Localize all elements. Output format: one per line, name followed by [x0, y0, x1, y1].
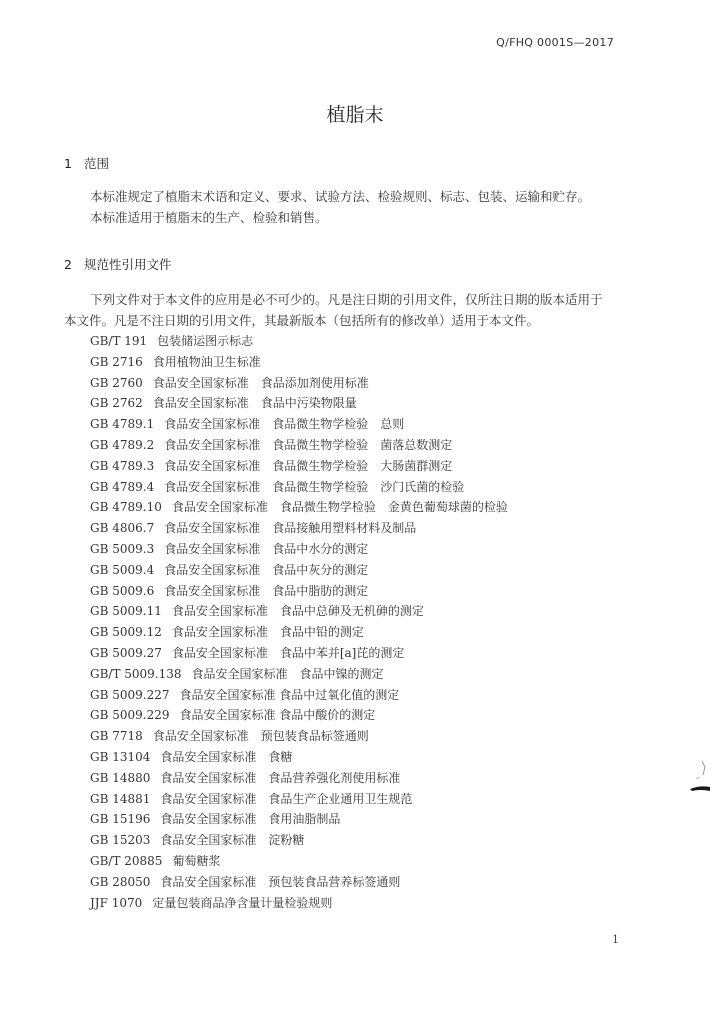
reference-code: GB 5009.12 — [90, 625, 162, 640]
reference-item — [90, 373, 508, 394]
reference-code: GB 4789.3 — [90, 458, 155, 473]
section-2-heading — [64, 255, 172, 273]
reference-title: 定量包装商品净含量计量检验规则 — [152, 895, 333, 910]
page-number: 1 — [612, 933, 619, 946]
reference-title: 食品安全国家标准 食品添加剂使用标准 — [152, 375, 369, 390]
reference-title: 食品安全国家标准 食用油脂制品 — [160, 812, 341, 827]
reference-title: 食品安全国家标准 食品微生物学检验 沙门氏菌的检验 — [164, 479, 465, 494]
reference-item — [90, 622, 508, 643]
reference-item — [90, 393, 508, 414]
section-1-heading — [64, 154, 109, 172]
reference-code: GB/T 20885 — [90, 853, 163, 868]
reference-item — [90, 747, 508, 768]
reference-title: 食品安全国家标准 淀粉糖 — [160, 833, 305, 848]
reference-item — [90, 830, 508, 851]
reference-item — [90, 456, 508, 477]
reference-item — [90, 809, 508, 830]
reference-code: JJF 1070 — [90, 895, 143, 910]
section-2-title: 规范性引用文件 — [84, 257, 172, 272]
reference-code: GB 4789.10 — [90, 500, 162, 515]
section-2-intro-line-1: 下列文件对于本文件的应用是必不可少的。凡是注日期的引用文件，仅所注日期的版本适用于 — [90, 292, 603, 307]
reference-title: 食品安全国家标准 食品中脂肪的测定 — [164, 583, 369, 598]
reference-code: GB 5009.27 — [90, 645, 162, 660]
reference-item — [90, 581, 508, 602]
reference-title: 食品安全国家标准 食品中铅的测定 — [171, 625, 364, 640]
section-2-intro-line-2: 本文件。凡是不注日期的引用文件，其最新版本（包括所有的修改单）适用于本文件。 — [64, 313, 540, 328]
reference-title: 食品安全国家标准 食品中苯并[a]芘的测定 — [171, 645, 405, 660]
reference-title: 食品安全国家标准 食品微生物学检验 总则 — [164, 417, 405, 432]
reference-code: GB 5009.227 — [90, 687, 170, 702]
reference-item — [90, 497, 508, 518]
section-1-paragraph-1: 本标准规定了植脂末术语和定义、要求、试验方法、检验规则、标志、包装、运输和贮存。 — [90, 189, 591, 204]
reference-item — [90, 352, 508, 373]
section-1-body — [64, 186, 624, 228]
reference-code: GB 15196 — [90, 812, 151, 827]
section-2-number: 2 — [64, 257, 72, 272]
reference-title: 葡萄糖浆 — [172, 853, 221, 868]
reference-title: 食品安全国家标准 食品生产企业通用卫生规范 — [160, 791, 413, 806]
reference-code: GB/T 191 — [90, 334, 148, 348]
reference-title: 食品安全国家标准 食品营养强化剂使用标准 — [160, 770, 401, 785]
reference-list — [90, 331, 508, 913]
reference-code: GB 5009.6 — [90, 583, 155, 598]
reference-title: 食品安全国家标准 预包装食品营养标签通则 — [160, 874, 401, 889]
reference-code: GB 2760 — [90, 375, 143, 390]
reference-code: GB/T 5009.138 — [90, 666, 182, 681]
reference-item — [90, 705, 508, 726]
reference-title: 食品安全国家标准 食品中污染物限量 — [152, 396, 357, 411]
reference-item — [90, 643, 508, 664]
reference-item — [90, 851, 508, 872]
reference-title: 食品安全国家标准 食品中灰分的测定 — [164, 562, 369, 577]
reference-title: 食品安全国家标准 食品中总砷及无机砷的测定 — [171, 604, 424, 619]
reference-code: GB 5009.4 — [90, 562, 155, 577]
document-title: 植脂末 — [326, 104, 384, 126]
reference-code: GB 7718 — [90, 729, 143, 744]
reference-title: 食品安全国家标准 食品中镍的测定 — [191, 666, 384, 681]
reference-item — [90, 518, 508, 539]
reference-item — [90, 435, 508, 456]
reference-title: 食品安全国家标准 食品微生物学检验 菌落总数测定 — [164, 437, 453, 452]
reference-item — [90, 664, 508, 685]
section-1-title: 范围 — [84, 156, 110, 171]
reference-title: 食用植物油卫生标准 — [152, 354, 261, 369]
reference-title: 包装储运图示标志 — [157, 334, 254, 348]
reference-item — [90, 539, 508, 560]
reference-code: GB 2762 — [90, 396, 143, 411]
reference-code: GB 14880 — [90, 770, 151, 785]
reference-item — [90, 477, 508, 498]
reference-item — [90, 726, 508, 747]
reference-title: 食品安全国家标准 食品微生物学检验 金黄色葡萄球菌的检验 — [171, 500, 508, 515]
reference-item — [90, 601, 508, 622]
section-1-number: 1 — [64, 156, 72, 171]
reference-title: 食品安全国家标准 预包装食品标签通则 — [152, 729, 369, 744]
reference-item — [90, 560, 508, 581]
section-1-paragraph-2: 本标准适用于植脂末的生产、检验和销售。 — [90, 210, 328, 225]
reference-code: GB 2716 — [90, 354, 143, 369]
reference-code: GB 13104 — [90, 749, 151, 764]
reference-code: GB 4806.7 — [90, 521, 155, 536]
standard-code: Q/FHQ 0001S—2017 — [496, 36, 614, 49]
reference-code: GB 4789.1 — [90, 417, 155, 432]
reference-code: GB 5009.11 — [90, 604, 162, 619]
reference-code: GB 4789.4 — [90, 479, 155, 494]
reference-title: 食品安全国家标准 食品中酸价的测定 — [179, 708, 376, 723]
reference-item — [90, 872, 508, 893]
reference-code: GB 5009.3 — [90, 541, 155, 556]
reference-item — [90, 331, 508, 352]
reference-title: 食品安全国家标准 食品中水分的测定 — [164, 541, 369, 556]
reference-code: GB 15203 — [90, 833, 151, 848]
section-2-intro — [64, 289, 624, 331]
reference-title: 食品安全国家标准 食品中过氧化值的测定 — [179, 687, 400, 702]
reference-item — [90, 685, 508, 706]
reference-title: 食品安全国家标准 食品接触用塑料材料及制品 — [164, 521, 417, 536]
reference-code: GB 14881 — [90, 791, 151, 806]
reference-item — [90, 789, 508, 810]
reference-item — [90, 414, 508, 435]
reference-code: GB 5009.229 — [90, 708, 170, 723]
reference-code: GB 28050 — [90, 874, 151, 889]
reference-title: 食品安全国家标准 食糖 — [160, 749, 293, 764]
reference-item — [90, 893, 508, 914]
reference-item — [90, 768, 508, 789]
reference-title: 食品安全国家标准 食品微生物学检验 大肠菌群测定 — [164, 458, 453, 473]
reference-code: GB 4789.2 — [90, 437, 155, 452]
scan-artifact — [686, 755, 710, 805]
